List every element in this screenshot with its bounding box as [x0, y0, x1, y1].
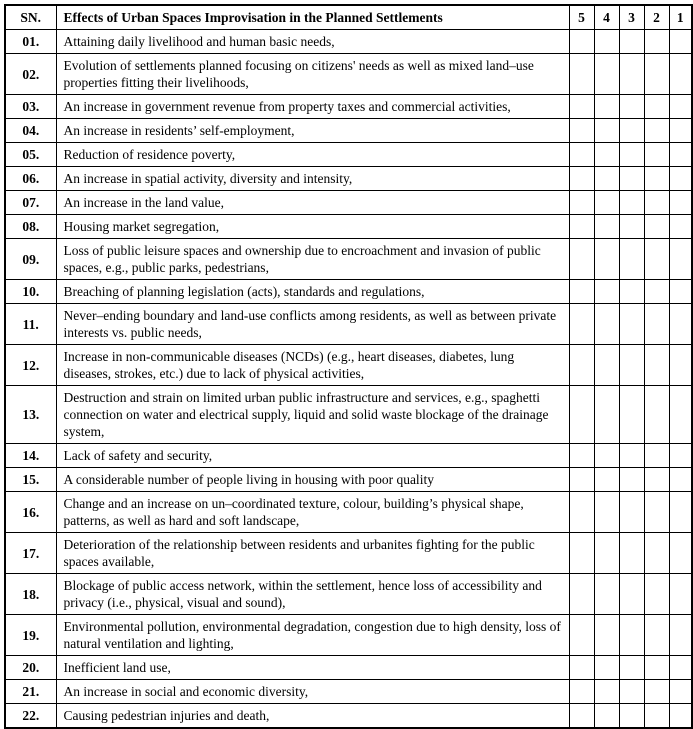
rating-cell-4[interactable]	[594, 492, 619, 533]
row-number: 19.	[5, 615, 56, 656]
rating-cell-2[interactable]	[644, 54, 669, 95]
table-row	[5, 239, 692, 280]
rating-cell-3[interactable]	[619, 191, 644, 215]
rating-cell-3[interactable]	[619, 574, 644, 615]
table-row	[5, 54, 692, 95]
effect-description: Evolution of settlements planned focusing on citizens' needs as well as mixed land–use properties fitting their livelihoods,	[56, 54, 569, 95]
rating-cell-4[interactable]	[594, 167, 619, 191]
rating-cell-5[interactable]	[569, 492, 594, 533]
rating-cell-3[interactable]	[619, 119, 644, 143]
rating-cell-5[interactable]	[569, 30, 594, 54]
rating-cell-3[interactable]	[619, 304, 644, 345]
rating-cell-2[interactable]	[644, 119, 669, 143]
effect-description: A considerable number of people living in housing with poor quality	[56, 468, 569, 492]
rating-cell-5[interactable]	[569, 444, 594, 468]
table-row	[5, 215, 692, 239]
rating-cell-5[interactable]	[569, 704, 594, 729]
rating-cell-3[interactable]	[619, 280, 644, 304]
effect-description: Increase in non-communicable diseases (NCDs) (e.g., heart diseases, diabetes, lung diseases, strokes, etc.) due to lack of physical activities,	[56, 345, 569, 386]
effect-description: An increase in residents’ self-employment,	[56, 119, 569, 143]
effect-description: Environmental pollution, environmental degradation, congestion due to high density, loss of natural ventilation and lighting,	[56, 615, 569, 656]
row-number: 02.	[5, 54, 56, 95]
rating-cell-2[interactable]	[644, 215, 669, 239]
rating-cell-4[interactable]	[594, 143, 619, 167]
rating-cell-1[interactable]	[669, 304, 692, 345]
effect-description: Deterioration of the relationship between residents and urbanites fighting for the public spaces available,	[56, 533, 569, 574]
rating-cell-4[interactable]	[594, 704, 619, 729]
row-number: 05.	[5, 143, 56, 167]
rating-cell-3[interactable]	[619, 143, 644, 167]
rating-cell-3[interactable]	[619, 444, 644, 468]
rating-cell-2[interactable]	[644, 386, 669, 444]
rating-cell-1[interactable]	[669, 30, 692, 54]
rating-cell-2[interactable]	[644, 280, 669, 304]
effect-description: Lack of safety and security,	[56, 444, 569, 468]
rating-cell-4[interactable]	[594, 345, 619, 386]
rating-cell-5[interactable]	[569, 533, 594, 574]
rating-cell-2[interactable]	[644, 345, 669, 386]
row-number: 03.	[5, 95, 56, 119]
rating-cell-4[interactable]	[594, 304, 619, 345]
rating-column-header-1: 1	[669, 5, 692, 30]
rating-cell-3[interactable]	[619, 615, 644, 656]
table-row	[5, 345, 692, 386]
rating-cell-5[interactable]	[569, 386, 594, 444]
rating-cell-3[interactable]	[619, 656, 644, 680]
table-row	[5, 615, 692, 656]
table-row	[5, 191, 692, 215]
rating-cell-2[interactable]	[644, 574, 669, 615]
effect-description: Attaining daily livelihood and human basic needs,	[56, 30, 569, 54]
table-row	[5, 304, 692, 345]
rating-cell-1[interactable]	[669, 95, 692, 119]
sn-column-header: SN.	[5, 5, 56, 30]
rating-cell-5[interactable]	[569, 468, 594, 492]
rating-cell-1[interactable]	[669, 345, 692, 386]
rating-cell-3[interactable]	[619, 215, 644, 239]
rating-cell-5[interactable]	[569, 345, 594, 386]
rating-cell-1[interactable]	[669, 533, 692, 574]
rating-cell-1[interactable]	[669, 468, 692, 492]
row-number: 14.	[5, 444, 56, 468]
row-number: 07.	[5, 191, 56, 215]
rating-cell-4[interactable]	[594, 386, 619, 444]
rating-cell-5[interactable]	[569, 143, 594, 167]
table-row	[5, 386, 692, 444]
row-number: 15.	[5, 468, 56, 492]
rating-cell-1[interactable]	[669, 386, 692, 444]
rating-cell-5[interactable]	[569, 215, 594, 239]
rating-cell-1[interactable]	[669, 54, 692, 95]
rating-cell-1[interactable]	[669, 444, 692, 468]
rating-cell-4[interactable]	[594, 574, 619, 615]
rating-cell-1[interactable]	[669, 119, 692, 143]
row-number: 12.	[5, 345, 56, 386]
questionnaire-table	[4, 4, 693, 729]
effect-description: Change and an increase on un–coordinated texture, colour, building’s physical shape, patterns, as well as hard and soft landscape,	[56, 492, 569, 533]
row-number: 10.	[5, 280, 56, 304]
rating-cell-3[interactable]	[619, 492, 644, 533]
rating-cell-2[interactable]	[644, 30, 669, 54]
rating-cell-5[interactable]	[569, 656, 594, 680]
effect-description: An increase in the land value,	[56, 191, 569, 215]
table-row	[5, 119, 692, 143]
rating-cell-5[interactable]	[569, 191, 594, 215]
rating-cell-3[interactable]	[619, 95, 644, 119]
row-number: 16.	[5, 492, 56, 533]
rating-cell-5[interactable]	[569, 304, 594, 345]
effect-description: Blockage of public access network, within the settlement, hence loss of accessibility and privacy (i.e., physical, visual and sound),	[56, 574, 569, 615]
rating-cell-2[interactable]	[644, 656, 669, 680]
table-row	[5, 30, 692, 54]
effect-description: Breaching of planning legislation (acts), standards and regulations,	[56, 280, 569, 304]
row-number: 09.	[5, 239, 56, 280]
rating-cell-4[interactable]	[594, 444, 619, 468]
rating-cell-5[interactable]	[569, 167, 594, 191]
rating-column-header-2: 2	[644, 5, 669, 30]
rating-cell-2[interactable]	[644, 468, 669, 492]
rating-cell-4[interactable]	[594, 95, 619, 119]
rating-cell-3[interactable]	[619, 239, 644, 280]
rating-cell-2[interactable]	[644, 533, 669, 574]
rating-cell-1[interactable]	[669, 215, 692, 239]
rating-cell-2[interactable]	[644, 680, 669, 704]
rating-cell-3[interactable]	[619, 680, 644, 704]
effect-description: An increase in spatial activity, diversity and intensity,	[56, 167, 569, 191]
row-number: 11.	[5, 304, 56, 345]
table-row	[5, 492, 692, 533]
effect-description: Causing pedestrian injuries and death,	[56, 704, 569, 729]
rating-cell-4[interactable]	[594, 280, 619, 304]
rating-cell-1[interactable]	[669, 280, 692, 304]
rating-cell-5[interactable]	[569, 239, 594, 280]
table-row	[5, 444, 692, 468]
row-number: 01.	[5, 30, 56, 54]
rating-cell-2[interactable]	[644, 615, 669, 656]
rating-cell-4[interactable]	[594, 533, 619, 574]
rating-cell-4[interactable]	[594, 680, 619, 704]
rating-cell-4[interactable]	[594, 119, 619, 143]
effects-column-header: Effects of Urban Spaces Improvisation in the Planned Settlements	[56, 5, 569, 30]
rating-column-header-4: 4	[594, 5, 619, 30]
rating-cell-4[interactable]	[594, 30, 619, 54]
rating-cell-1[interactable]	[669, 680, 692, 704]
rating-cell-1[interactable]	[669, 615, 692, 656]
rating-cell-4[interactable]	[594, 191, 619, 215]
rating-cell-1[interactable]	[669, 656, 692, 680]
table-row	[5, 280, 692, 304]
rating-cell-3[interactable]	[619, 54, 644, 95]
table-row	[5, 95, 692, 119]
effect-description: An increase in social and economic diversity,	[56, 680, 569, 704]
rating-cell-1[interactable]	[669, 167, 692, 191]
table-row	[5, 704, 692, 729]
row-number: 22.	[5, 704, 56, 729]
table-row	[5, 167, 692, 191]
rating-cell-4[interactable]	[594, 615, 619, 656]
table-row	[5, 680, 692, 704]
row-number: 18.	[5, 574, 56, 615]
rating-cell-1[interactable]	[669, 704, 692, 729]
rating-cell-1[interactable]	[669, 191, 692, 215]
rating-cell-3[interactable]	[619, 704, 644, 729]
table-row	[5, 143, 692, 167]
rating-cell-4[interactable]	[594, 656, 619, 680]
row-number: 08.	[5, 215, 56, 239]
rating-cell-2[interactable]	[644, 167, 669, 191]
rating-cell-5[interactable]	[569, 680, 594, 704]
table-row	[5, 656, 692, 680]
row-number: 06.	[5, 167, 56, 191]
rating-cell-1[interactable]	[669, 574, 692, 615]
rating-cell-1[interactable]	[669, 143, 692, 167]
rating-cell-3[interactable]	[619, 533, 644, 574]
rating-cell-5[interactable]	[569, 54, 594, 95]
rating-column-header-3: 3	[619, 5, 644, 30]
table-row	[5, 468, 692, 492]
row-number: 13.	[5, 386, 56, 444]
effect-description: Reduction of residence poverty,	[56, 143, 569, 167]
effect-description: Inefficient land use,	[56, 656, 569, 680]
effect-description: Loss of public leisure spaces and ownership due to encroachment and invasion of public spaces, e.g., public parks, pedestrians,	[56, 239, 569, 280]
rating-cell-4[interactable]	[594, 468, 619, 492]
rating-cell-4[interactable]	[594, 54, 619, 95]
rating-cell-5[interactable]	[569, 280, 594, 304]
effect-description: Destruction and strain on limited urban public infrastructure and services, e.g., spaghetti connection on water and electrical supply, liquid and solid waste blockage of the drainage system,	[56, 386, 569, 444]
rating-cell-4[interactable]	[594, 215, 619, 239]
rating-column-header-5: 5	[569, 5, 594, 30]
rating-cell-3[interactable]	[619, 167, 644, 191]
table-row	[5, 574, 692, 615]
row-number: 04.	[5, 119, 56, 143]
rating-cell-2[interactable]	[644, 304, 669, 345]
rating-cell-5[interactable]	[569, 574, 594, 615]
rating-cell-3[interactable]	[619, 386, 644, 444]
rating-cell-3[interactable]	[619, 30, 644, 54]
rating-cell-2[interactable]	[644, 143, 669, 167]
rating-cell-1[interactable]	[669, 492, 692, 533]
rating-cell-5[interactable]	[569, 615, 594, 656]
rating-cell-5[interactable]	[569, 95, 594, 119]
rating-cell-2[interactable]	[644, 191, 669, 215]
rating-cell-2[interactable]	[644, 492, 669, 533]
rating-cell-2[interactable]	[644, 95, 669, 119]
rating-cell-3[interactable]	[619, 345, 644, 386]
table-header-row	[5, 5, 692, 30]
rating-cell-2[interactable]	[644, 444, 669, 468]
effect-description: Never–ending boundary and land-use conflicts among residents, as well as between private interests vs. public needs,	[56, 304, 569, 345]
rating-cell-2[interactable]	[644, 239, 669, 280]
row-number: 20.	[5, 656, 56, 680]
effect-description: Housing market segregation,	[56, 215, 569, 239]
row-number: 21.	[5, 680, 56, 704]
rating-cell-4[interactable]	[594, 239, 619, 280]
rating-cell-1[interactable]	[669, 239, 692, 280]
row-number: 17.	[5, 533, 56, 574]
effect-description: An increase in government revenue from property taxes and commercial activities,	[56, 95, 569, 119]
rating-cell-5[interactable]	[569, 119, 594, 143]
rating-cell-2[interactable]	[644, 704, 669, 729]
table-row	[5, 533, 692, 574]
rating-cell-3[interactable]	[619, 468, 644, 492]
